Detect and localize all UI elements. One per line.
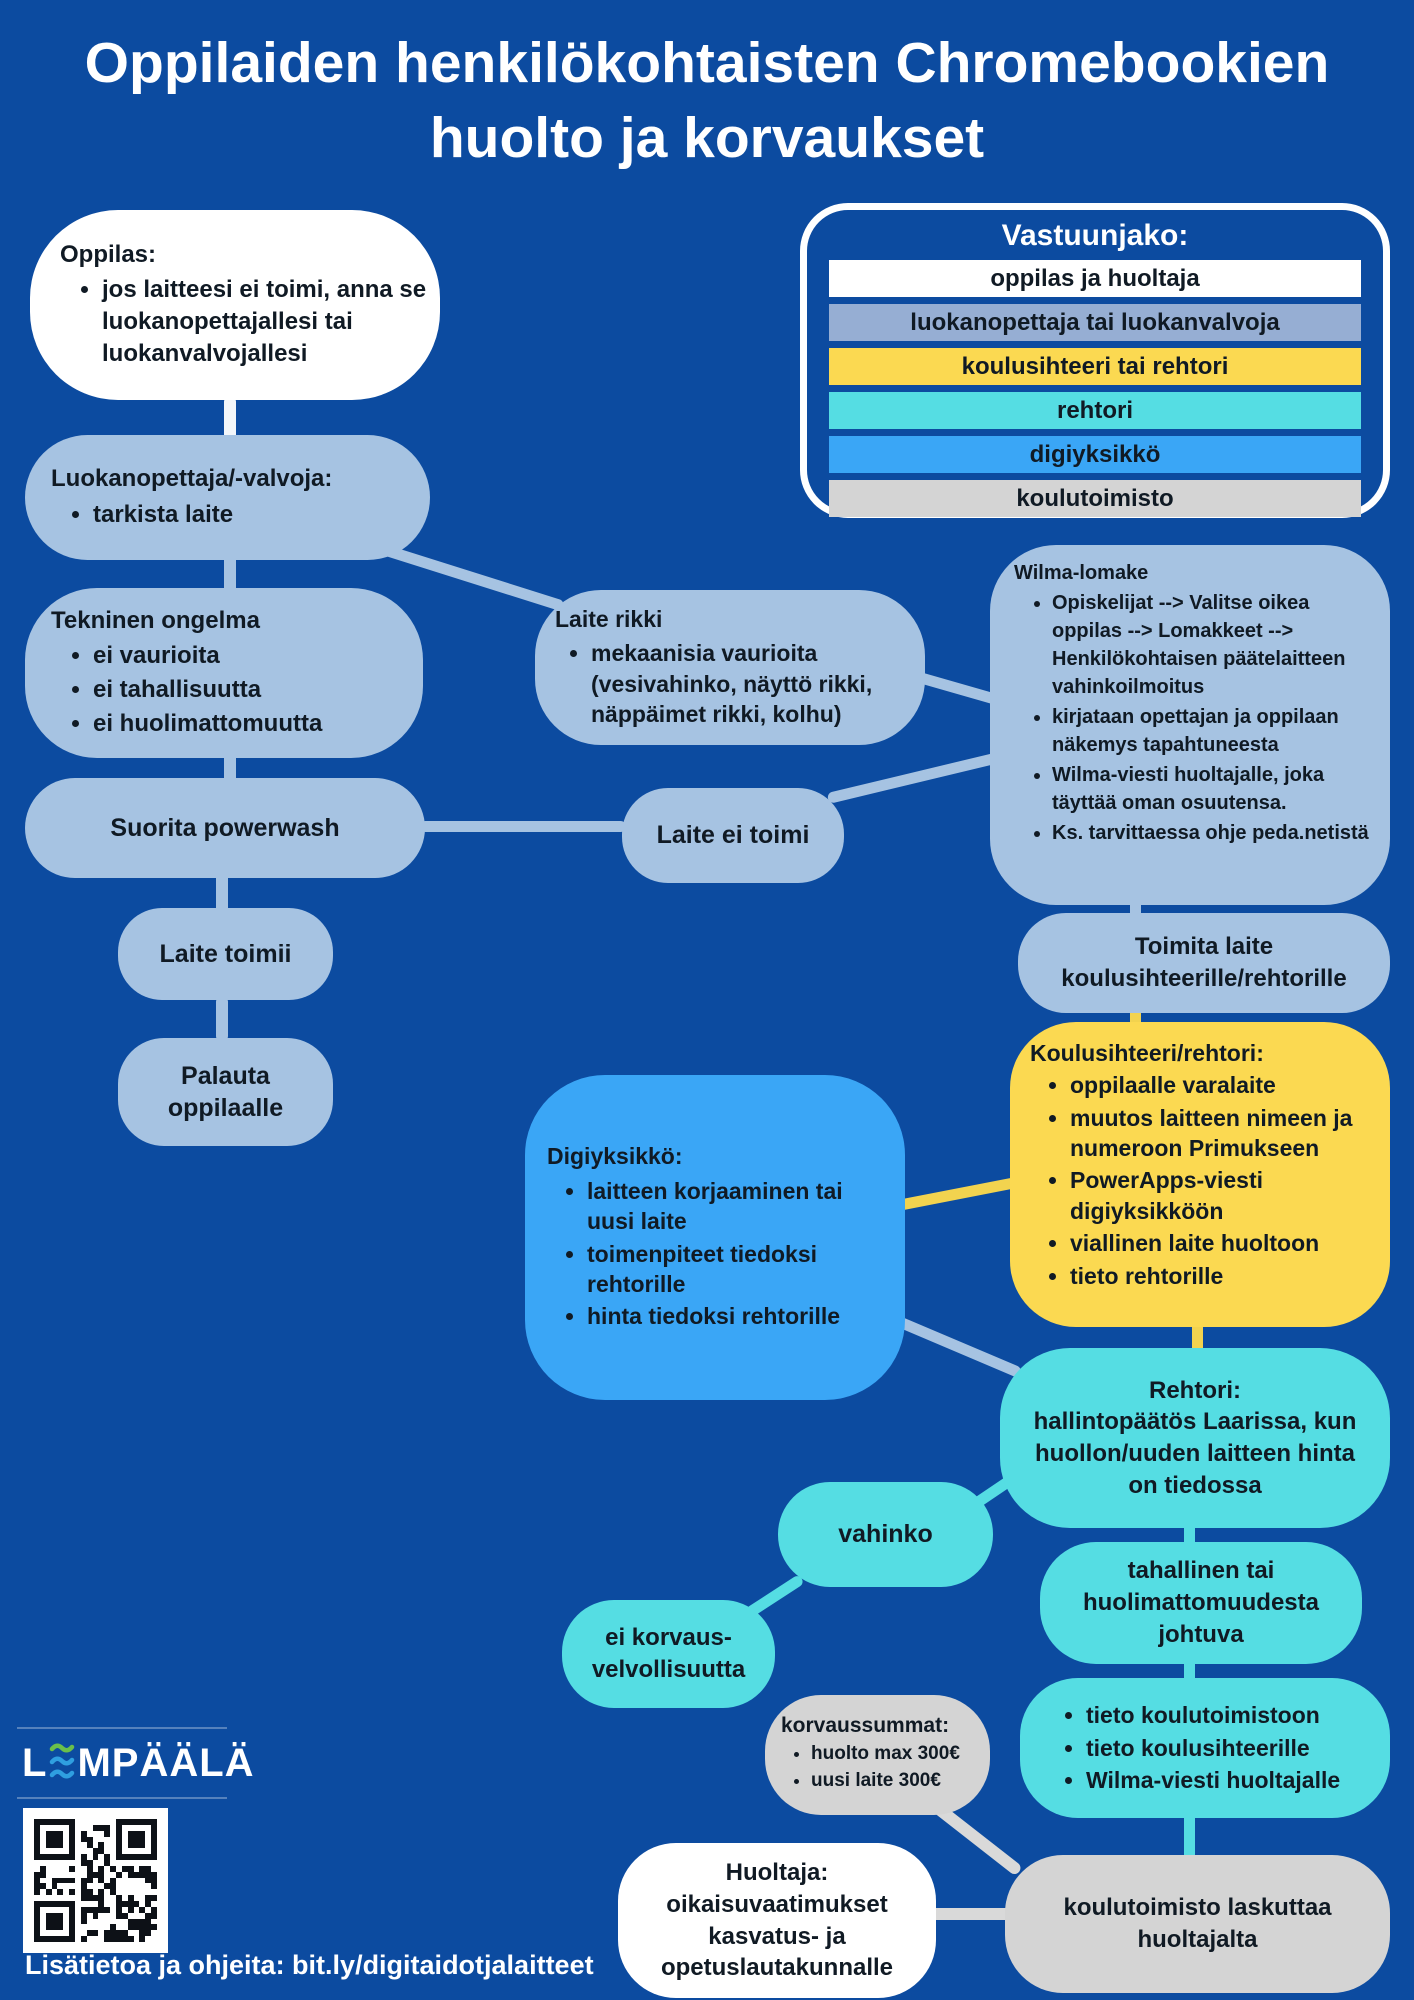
node-heading: Wilma-lomake <box>1014 562 1149 584</box>
node-heading: korvaussummat: <box>781 1714 950 1738</box>
node-label: on tiedossa <box>1128 1471 1262 1499</box>
node-label: Suorita powerwash <box>110 813 340 842</box>
node-koulusihteeri-rehtori <box>1010 1022 1390 1327</box>
bullet-item: • laitteen korjaaminen tai uusi laite <box>587 1176 893 1237</box>
bullet-item: • kirjataan opettajan ja oppilaan näkemys tapahtuneesta <box>1052 703 1380 759</box>
bullet-item: • tieto koulutoimistoon <box>1086 1700 1378 1730</box>
node-ei-korvausvelvollisuutta <box>562 1600 775 1708</box>
bullet-item: • Opiskelijat --> Valitse oikea oppilas --> Lomakkeet --> Henkilökohtaisen päätelaitteen vahinkoilmoitus <box>1052 589 1380 701</box>
wave-icon <box>49 1740 75 1786</box>
bullet-item: • viallinen laite huoltoon <box>1070 1228 1382 1258</box>
bullet-item: • ei vaurioita <box>93 640 411 672</box>
node-label: huollon/uuden laitteen hinta <box>1035 1440 1355 1467</box>
logo-letter-l: L <box>22 1740 48 1785</box>
node-oppilas <box>30 210 440 400</box>
node-palauta-oppilaalle <box>118 1038 333 1146</box>
node-heading: Luokanopettaja/-valvoja: <box>51 464 333 492</box>
logo-letters-rest: MPÄÄLÄ <box>77 1740 255 1785</box>
footer-link-text: Lisätietoa ja ohjeita: bit.ly/digitaidotjalaitteet <box>25 1950 594 1980</box>
bullet-item: • hinta tiedoksi rehtorille <box>587 1301 893 1331</box>
node-vahinko <box>778 1482 993 1587</box>
node-label: Rehtori: <box>1149 1376 1241 1404</box>
node-label: Laite ei toimi <box>656 821 810 850</box>
bullet-item: • tieto koulusihteerille <box>1086 1733 1378 1763</box>
bullet-item: • jos laitteesi ei toimi, anna se luokanopettajallesi tai luokanvalvojallesi <box>102 274 428 369</box>
bullet-item: • oppilaalle varalaite <box>1070 1070 1382 1100</box>
bullet-item: • huolto max 300€ <box>811 1742 978 1767</box>
node-laite-rikki <box>535 590 925 745</box>
node-heading: Tekninen ongelma <box>51 606 260 634</box>
legend-entry-oppilas-ja-huoltaja: oppilas ja huoltaja <box>829 260 1361 297</box>
node-toimita-laite <box>1018 913 1390 1013</box>
node-label: kasvatus- ja <box>708 1922 846 1950</box>
node-label: velvollisuutta <box>591 1656 746 1683</box>
bullet-item: • Wilma-viesti huoltajalle <box>1086 1765 1378 1795</box>
connector-line <box>925 1908 1013 1920</box>
legend-vastuunjako <box>800 203 1390 518</box>
bullet-item: • toimenpiteet tiedoksi rehtorille <box>587 1239 893 1300</box>
legend-entry-digiyksikko: digiyksikkö <box>829 436 1361 473</box>
connector-line <box>827 752 1001 804</box>
bullet-item: • mekaanisia vaurioita (vesivahinko, näyttö rikki, näppäimet rikki, kolhu) <box>591 638 913 729</box>
node-label: oikaisuvaatimukset <box>666 1890 888 1918</box>
node-heading: Laite rikki <box>555 605 663 632</box>
node-wilma-lomake <box>990 545 1390 905</box>
legend-title: Vastuunjako: <box>1001 219 1189 252</box>
node-tahallinen <box>1040 1542 1362 1664</box>
node-label: Huoltaja: <box>725 1859 829 1887</box>
node-label: ei korvaus- <box>605 1624 732 1652</box>
page-title-line1: Oppilaiden henkilökohtaisten Chromebookien <box>84 31 1330 95</box>
node-label: huoltajalta <box>1137 1926 1258 1953</box>
node-label: huolimattomuudesta <box>1082 1589 1319 1617</box>
node-laite-toimii <box>118 908 333 1000</box>
node-label: koulusihteerille/rehtorille <box>1061 965 1347 992</box>
node-label: johtuva <box>1158 1620 1244 1648</box>
node-label: tahallinen tai <box>1127 1557 1275 1585</box>
bullet-item: • tieto rehtorille <box>1070 1261 1382 1291</box>
node-laite-ei-toimi <box>622 788 844 883</box>
node-koulutoimisto-laskuttaa <box>1005 1855 1390 1993</box>
bullet-item: • PowerApps-viesti digiyksikköön <box>1070 1165 1382 1226</box>
qr-code <box>23 1808 168 1953</box>
node-rehtori <box>1000 1348 1390 1528</box>
node-label: oppilaalle <box>167 1094 284 1122</box>
node-label: Laite toimii <box>159 939 292 968</box>
divider <box>17 1727 227 1729</box>
node-suorita-powerwash <box>25 778 425 878</box>
bullet-item: • ei huolimattomuutta <box>93 708 411 740</box>
connector-line <box>897 1177 1017 1211</box>
legend-entry-rehtori: rehtori <box>829 392 1361 429</box>
node-korvaussummat <box>765 1695 990 1815</box>
node-heading: Oppilas: <box>60 240 157 268</box>
node-heading: Koulusihteeri/rehtori: <box>1030 1040 1264 1066</box>
node-heading: Digiyksikkö: <box>547 1143 683 1170</box>
node-label: koulutoimisto laskuttaa <box>1063 1894 1332 1922</box>
node-label: vahinko <box>838 1520 933 1549</box>
page-title <box>0 26 1414 176</box>
node-tieto-koulutoimistoon <box>1020 1678 1390 1818</box>
node-huoltaja <box>618 1843 936 1998</box>
node-tekninen-ongelma <box>25 588 423 758</box>
node-label: Toimita laite <box>1134 933 1274 961</box>
bullet-item: • tarkista laite <box>93 499 418 531</box>
node-label: opetuslautakunnalle <box>660 1954 894 1982</box>
node-luokanopettaja <box>25 435 430 560</box>
page-title-line2: huolto ja korvaukset <box>429 106 985 171</box>
bullet-item: • uusi laite 300€ <box>811 1769 978 1794</box>
lempaala-logo <box>22 1740 255 1786</box>
bullet-item: • Wilma-viesti huoltajalle, joka täyttää oman osuutensa. <box>1052 761 1380 817</box>
bullet-item: • muutos laitteen nimeen ja numeroon Primukseen <box>1070 1103 1382 1164</box>
node-digiyksikko <box>525 1075 905 1400</box>
connector-line <box>420 821 626 832</box>
legend-entry-koulutoimisto: koulutoimisto <box>829 480 1361 517</box>
legend-entry-koulusihteeri: koulusihteeri tai rehtori <box>829 348 1361 385</box>
divider <box>17 1797 227 1799</box>
connector-line <box>216 996 228 1042</box>
bullet-item: • ei tahallisuutta <box>93 674 411 706</box>
node-label: hallintopäätös Laarissa, kun <box>1033 1408 1357 1436</box>
legend-entry-luokanopettaja: luokanopettaja tai luokanvalvoja <box>829 304 1361 341</box>
node-label: Palauta <box>181 1061 270 1090</box>
connector-line <box>378 543 564 611</box>
bullet-item: • Ks. tarvittaessa ohje peda.netistä <box>1052 819 1380 847</box>
